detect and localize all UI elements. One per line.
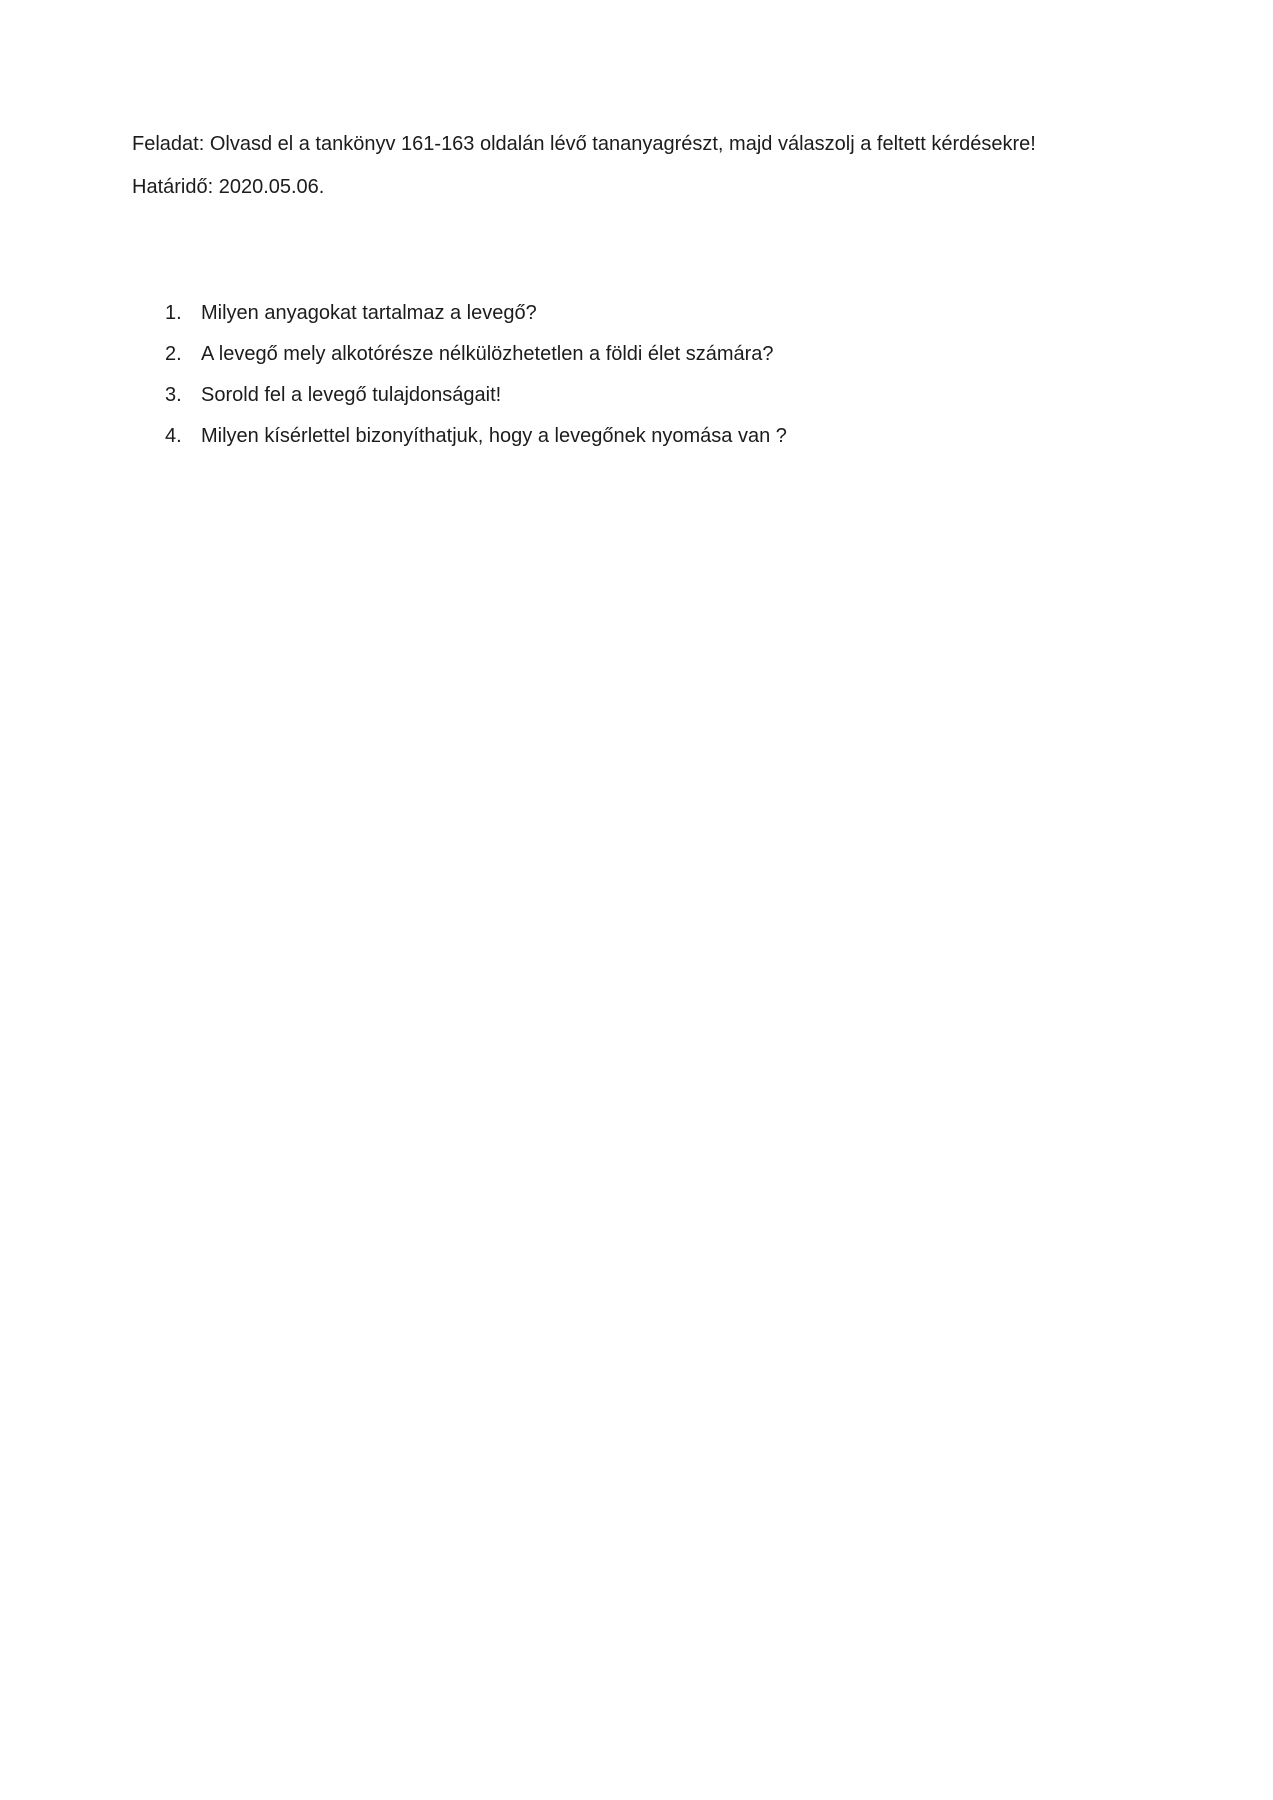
question-text: Milyen kísérlettel bizonyíthatjuk, hogy a levegőnek nyomása van ? [201, 425, 787, 447]
document-header [132, 133, 1132, 198]
question-number: 2. [165, 343, 182, 365]
task-instruction-line: Feladat: Olvasd el a tankönyv 161-163 oldalán lévő tananyagrészt, majd válaszolj a feltett kérdésekre! [132, 133, 1036, 155]
list-item [165, 343, 1115, 365]
question-number: 4. [165, 425, 182, 447]
list-item [165, 302, 1115, 324]
question-list [165, 302, 1115, 466]
deadline-line: Határidő: 2020.05.06. [132, 176, 325, 198]
question-text: Sorold fel a levegő tulajdonságait! [201, 384, 502, 406]
question-text: Milyen anyagokat tartalmaz a levegő? [201, 302, 537, 324]
list-item [165, 384, 1115, 406]
question-number: 1. [165, 302, 182, 324]
question-number: 3. [165, 384, 182, 406]
question-text: A levegő mely alkotórésze nélkülözhetetlen a földi élet számára? [201, 343, 774, 365]
list-item [165, 425, 1115, 447]
